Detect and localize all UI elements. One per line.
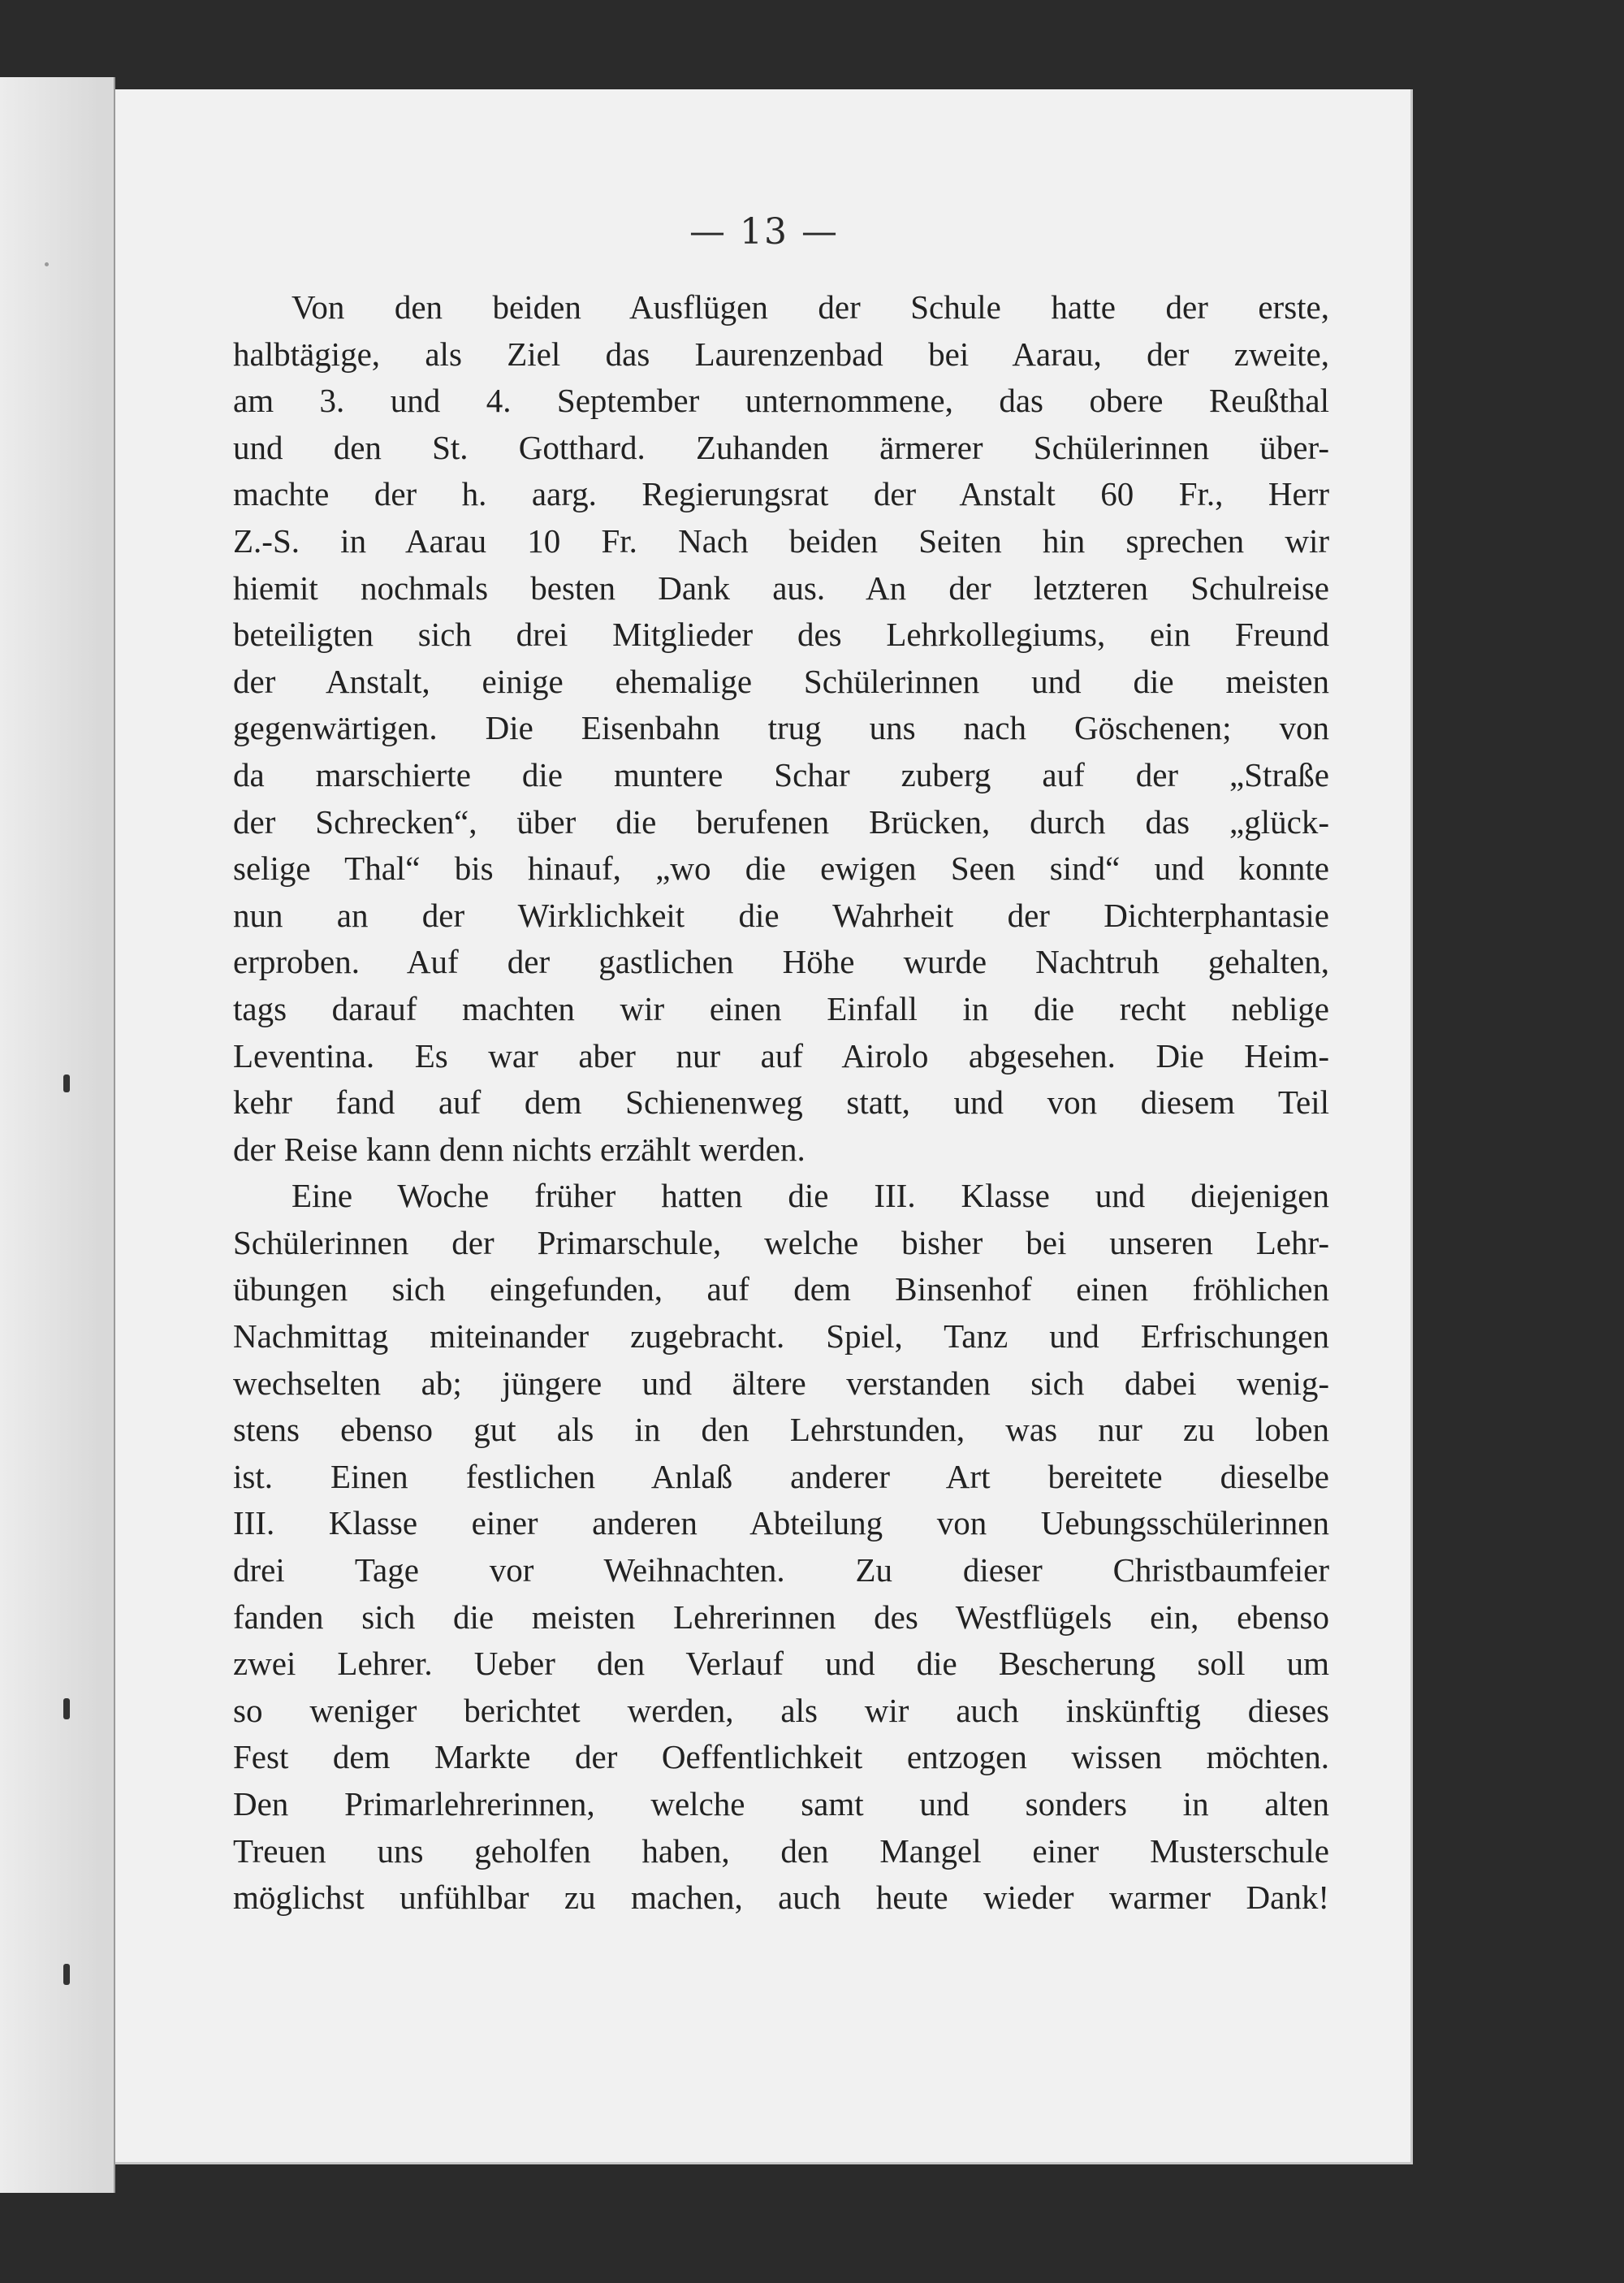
text-line: nun an der Wirklichkeit die Wahrheit der Dichterphantasie <box>233 896 1329 934</box>
text-line: Nachmittag miteinander zugebracht. Spiel, Tanz und Erfrischungen <box>233 1317 1329 1356</box>
text-line: und den St. Gotthard. Zuhanden ärmerer Schülerinnen über- <box>233 428 1329 466</box>
text-line: wechselten ab; jüngere und ältere verstanden sich dabei wenig- <box>233 1364 1329 1402</box>
text-line: III. Klasse einer anderen Abteilung von Uebungsschülerinnen <box>233 1504 1329 1542</box>
text-line: hiemit nochmals besten Dank aus. An der letzteren Schulreise <box>233 569 1329 607</box>
text-line: da marschierte die muntere Schar zuberg auf der „Straße <box>233 755 1329 793</box>
text-line: selige Thal“ bis hinauf, „wo die ewigen Seen sind“ und konnte <box>233 850 1329 888</box>
margin-mark <box>63 1698 70 1719</box>
text-line: Von den beiden Ausflügen der Schule hatte der erste, <box>292 288 1329 326</box>
margin-speck <box>45 262 49 266</box>
text-line: fanden sich die meisten Lehrerinnen des Westflügels ein, ebenso <box>233 1598 1329 1636</box>
book-page <box>115 89 1413 2164</box>
text-line: gegenwärtigen. Die Eisenbahn trug uns nach Göschenen; von <box>233 709 1329 747</box>
text-line: Schülerinnen der Primarschule, welche bisher bei unseren Lehr- <box>233 1223 1329 1261</box>
text-line: ist. Einen festlichen Anlaß anderer Art bereitete dieselbe <box>233 1457 1329 1495</box>
text-line: am 3. und 4. September unternommene, das obere Reußthal <box>233 382 1329 420</box>
text-line: tags darauf machten wir einen Einfall in die recht neblige <box>233 989 1329 1027</box>
text-line: Fest dem Markte der Oeffentlichkeit entzogen wissen möchten. <box>233 1738 1329 1776</box>
text-line: Treuen uns geholfen haben, den Mangel einer Musterschule <box>233 1831 1329 1870</box>
text-line: kehr fand auf dem Schienenweg statt, und von diesem Teil <box>233 1083 1329 1122</box>
text-line: beteiligten sich drei Mitglieder des Lehrkollegiums, ein Freund <box>233 616 1329 654</box>
margin-mark <box>63 1964 70 1985</box>
text-line: Den Primarlehrerinnen, welche samt und sonders in alten <box>233 1785 1329 1823</box>
facing-page-surface <box>0 77 96 2193</box>
text-line: drei Tage vor Weihnachten. Zu dieser Christbaumfeier <box>233 1551 1329 1589</box>
text-line: zwei Lehrer. Ueber den Verlauf und die Bescherung soll um <box>233 1645 1329 1683</box>
text-line: Eine Woche früher hatten die III. Klasse und diejenigen <box>292 1177 1329 1215</box>
text-line: Z.-S. in Aarau 10 Fr. Nach beiden Seiten hin sprechen wir <box>233 521 1329 560</box>
text-line: machte der h. aarg. Regierungsrat der Anstalt 60 Fr., Herr <box>233 475 1329 513</box>
text-line: erproben. Auf der gastlichen Höhe wurde Nachtruh gehalten, <box>233 943 1329 981</box>
text-line: der Schrecken“, über die berufenen Brücken, durch das „glück- <box>233 802 1329 841</box>
text-line: möglichst unfühlbar zu machen, auch heute wieder warmer Dank! <box>233 1879 1329 1917</box>
text-line: Leventina. Es war aber nur auf Airolo abgesehen. Die Heim- <box>233 1036 1329 1074</box>
text-line: übungen sich eingefunden, auf dem Binsenhof einen fröhlichen <box>233 1270 1329 1308</box>
text-line: der Anstalt, einige ehemalige Schülerinnen und die meisten <box>233 662 1329 700</box>
margin-mark <box>63 1074 70 1092</box>
body-text <box>233 284 1329 1922</box>
facing-page-edge <box>0 77 115 2193</box>
text-line: der Reise kann denn nichts erzählt werden. <box>233 1130 806 1168</box>
text-line: halbtägige, als Ziel das Laurenzenbad bei Aarau, der zweite, <box>233 335 1329 373</box>
text-line: so weniger berichtet werden, als wir auch inskünftig dieses <box>233 1691 1329 1729</box>
page-number: — 13 — <box>689 211 839 253</box>
text-line: stens ebenso gut als in den Lehrstunden, was nur zu loben <box>233 1411 1329 1449</box>
